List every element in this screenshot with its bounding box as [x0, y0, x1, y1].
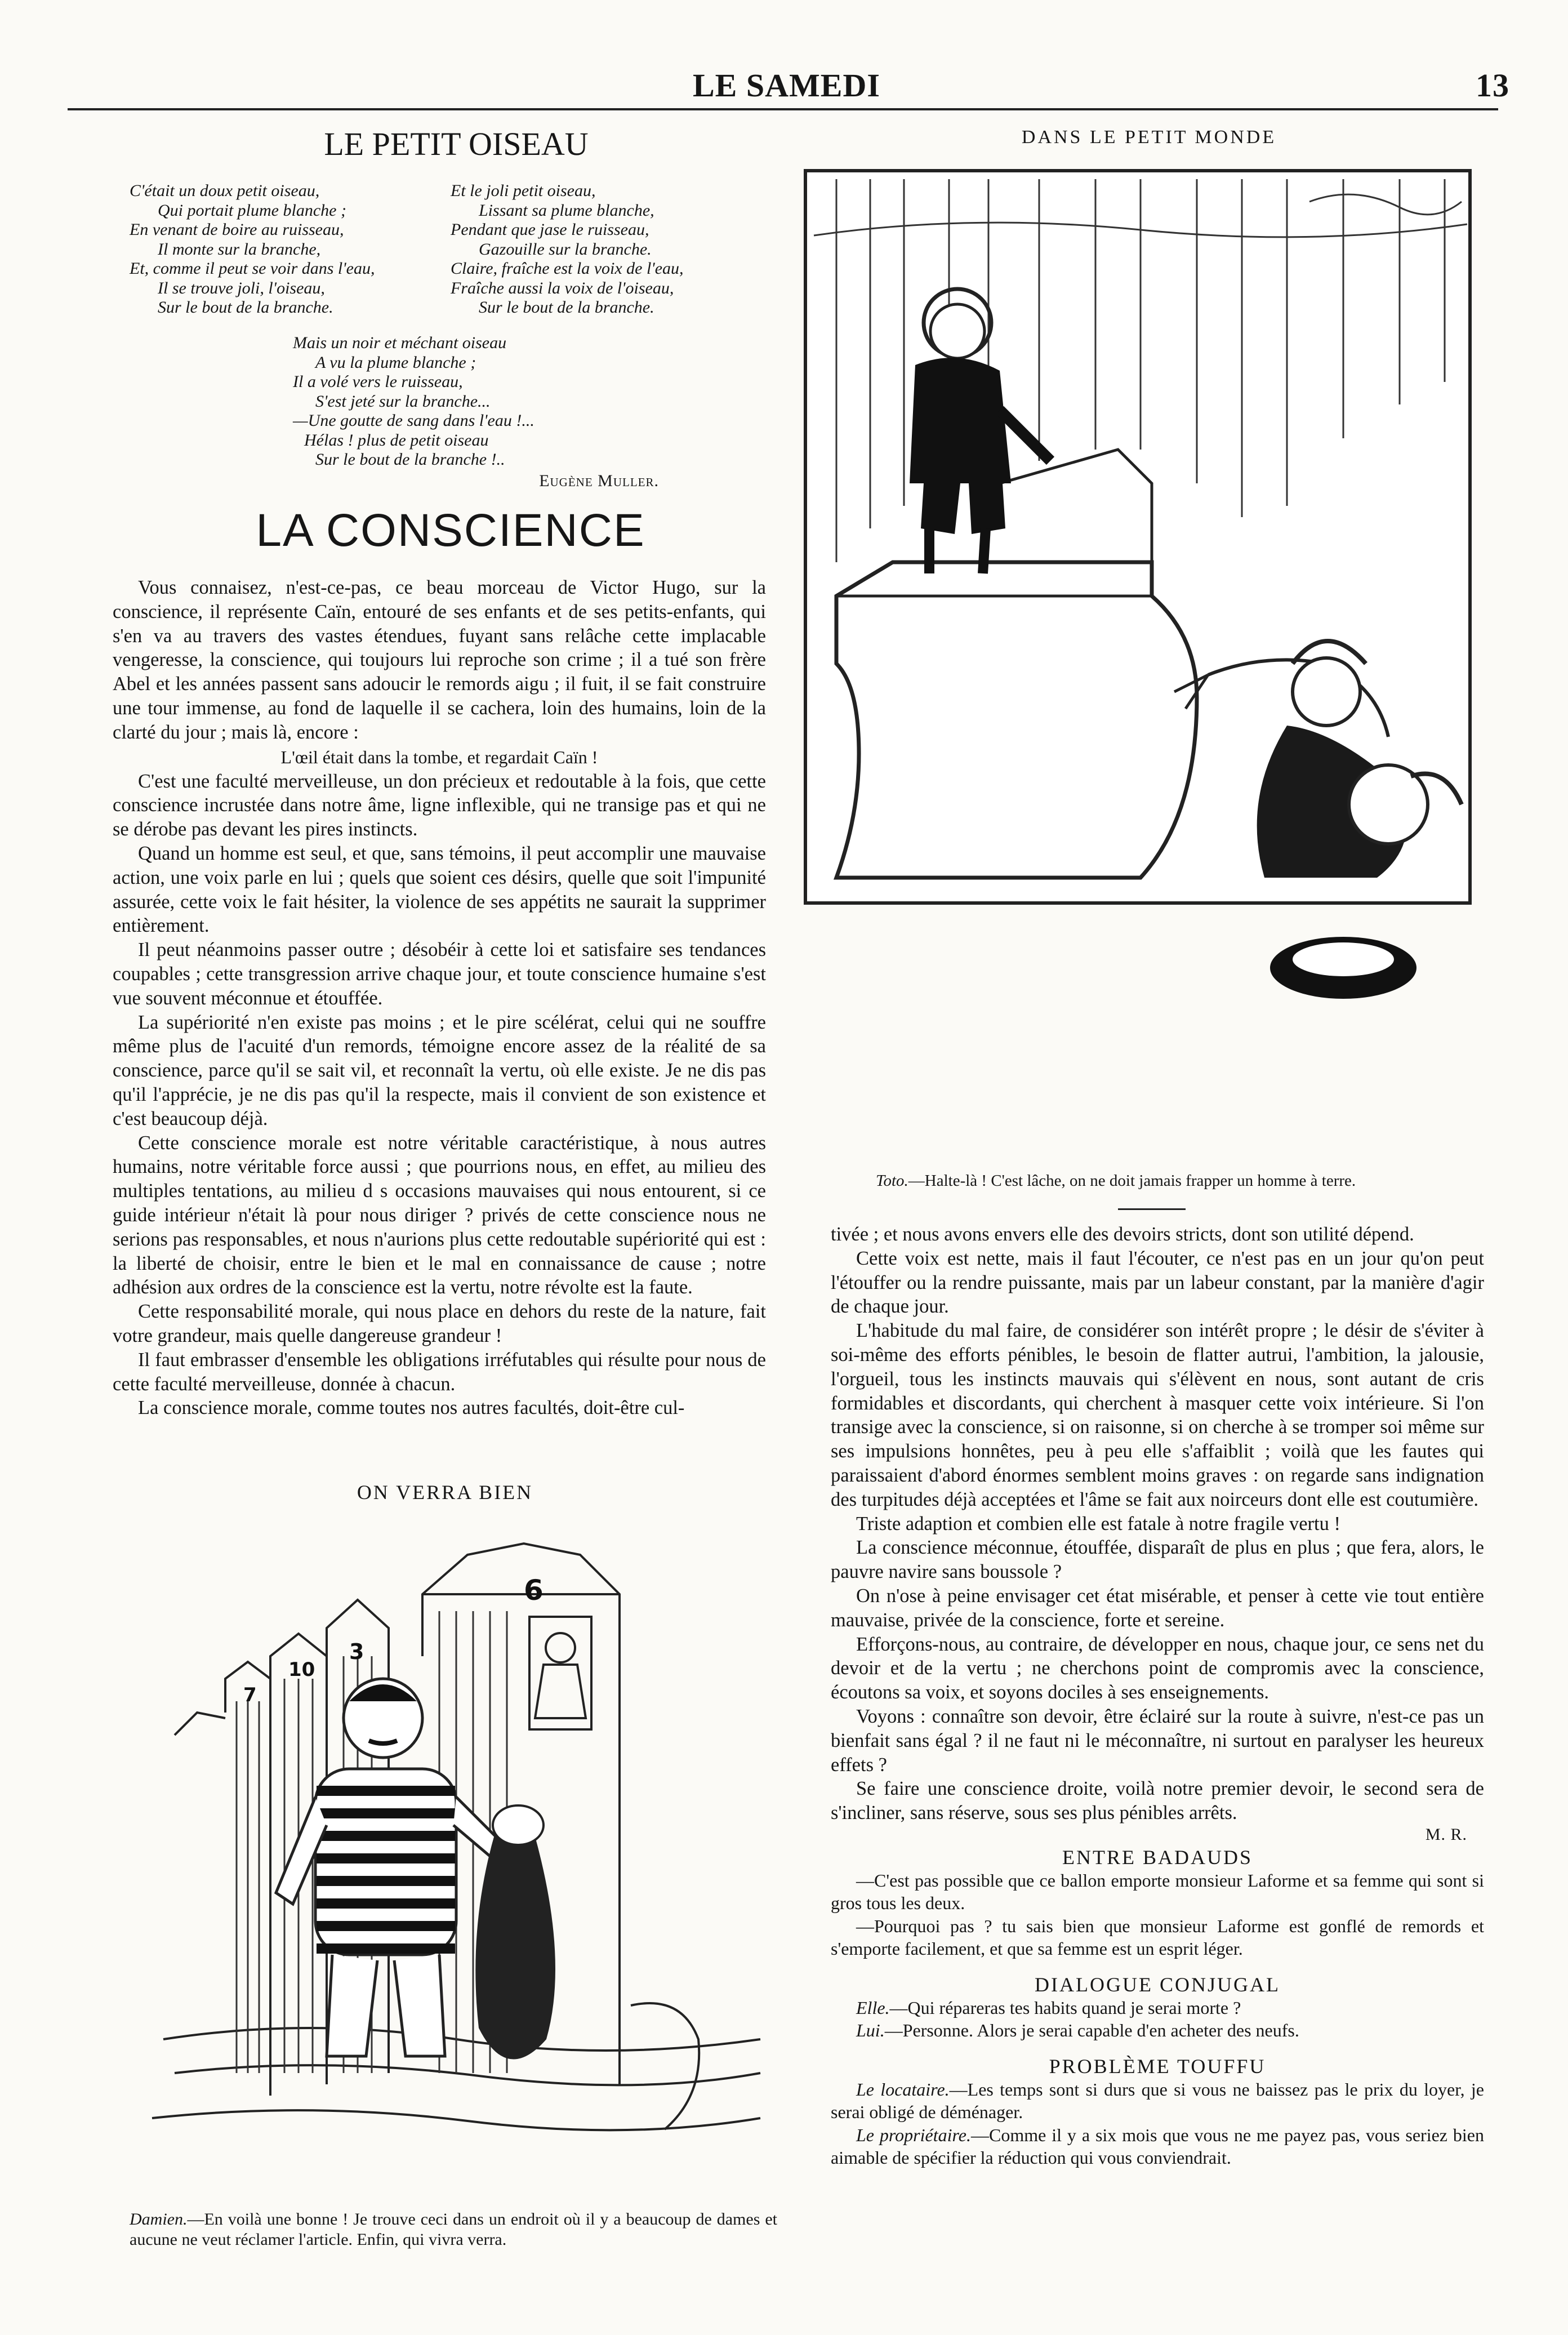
article-paragraph: Cette responsabilité morale, qui nous place en dehors du reste de la nature, fait votre grandeur, mais quelle dangereuse grandeur !: [113, 1301, 766, 1346]
fallen-hat: [1270, 937, 1416, 999]
poem-line: Mais un noir et méchant oiseau: [293, 333, 507, 352]
poem-line: Qui portait plume blanche ;: [158, 201, 346, 220]
poem-line: Lissant sa plume blanche,: [479, 201, 654, 220]
caption-speaker-toto: Toto.: [876, 1172, 908, 1190]
article-signature: M. R.: [1425, 1825, 1467, 1844]
article-paragraph: tivée ; et nous avons envers elle des devoirs stricts, dont son utilité dépend.: [831, 1224, 1414, 1245]
beach-cabins-drawing: [141, 1532, 772, 2163]
cabin-number-10: 10: [288, 1658, 315, 1681]
poem-line: En venant de boire au ruisseau,: [130, 220, 344, 239]
article-paragraph: On n'ose à peine envisager cet état misérable, et penser à cette vie tout entière mauvaise, privée de la conscience, forte et sereine.: [831, 1585, 1484, 1631]
poem-line: S'est jeté sur la branche...: [315, 392, 491, 411]
poem-stanza-2: [451, 181, 684, 318]
article-title: LA CONSCIENCE: [256, 505, 645, 556]
poem-author: Eugène Muller.: [539, 472, 659, 490]
article-paragraph: La supériorité n'en existe pas moins ; et le pire scélérat, celui qui ne souffre même plus de l'acuité d'un remords, témoigne encore assez de la réalité de sa conscience, parce qu'il se sait vil, et reconnaît la vertu, où elle existe. Je ne dis pas qu'il l'apprécie, je ne dis pas qu'il la respecte, mais il convient de son existence et c'est beaucoup déjà.: [113, 1011, 766, 1129]
joke-line: [831, 1915, 1484, 1960]
poem-line: C'était un doux petit oiseau,: [130, 181, 320, 200]
article-paragraph: Cette conscience morale est notre véritable caractéristique, à nous autres humains, notre véritable force aussi ; que pourrions nous, en effet, au milieu des multiples tentations, au milieu d s occasions mauvaises qui nous entourent, si ce guide intérieur n'était là pour nous diriger ? privés de cette conscience nous ne serions pas responsables, et nous n'aurions plus cette redoutable supériorité qui est : la liberté de choisir, entre le bien et le mal en connaissance de cause ; notre adhésion aux ordres de la conscience est la vertu, notre révolte est la faute.: [113, 1132, 766, 1298]
joke-title-dialogue: DIALOGUE CONJUGAL: [1035, 1973, 1280, 1996]
poem-line: Fraîche aussi la voix de l'oiseau,: [451, 278, 674, 297]
section-rule: [1118, 1208, 1186, 1210]
poem-line: Sur le bout de la branche.: [158, 298, 333, 317]
joke-text: —Qui répareras tes habits quand je serai morte ?: [889, 1997, 1241, 2018]
poem-line: Il a volé vers le ruisseau,: [293, 372, 463, 391]
joke-line: [831, 1869, 1484, 1915]
article-paragraph: Voyons : connaître son devoir, être éclairé sur la route à suivre, n'est-ce pas un bienfait sans égal ? il ne faut ni le méconnaître, ni surtout en paralyser les heureux effets ?: [831, 1705, 1484, 1776]
poem-line: A vu la plume blanche ;: [315, 353, 476, 372]
header-rule: [68, 108, 1498, 110]
joke-speaker: Lui.: [856, 2020, 885, 2041]
poem-line: Il se trouve joli, l'oiseau,: [158, 278, 325, 297]
lady-figure: [535, 1633, 586, 1718]
article-paragraph: L'habitude du mal faire, de considérer son intérêt propre ; le désir de s'éviter à soi-même des efforts pénibles, le besoin de flatter autrui, l'ambition, la jalousie, l'orgueil, tous les instincts mauvais qui s'élèvent en nous, sont autant de cris formidables et discordants, qui cherchent à masquer cette voix intérieure. Si l'on transige avec la conscience, si on raisonne, si on cherche à se tromper soi même sur ses impulsions honnêtes, peu à peu elle s'affaiblit ; voilà que les fautes qui paraissaient d'abord énormes semblent moins graves : on regarde sans indignation des turpitudes déjà acceptées et l'âme se fait aux noirceurs dont elle est coutumière.: [831, 1320, 1484, 1510]
cabin-number-6: 6: [524, 1574, 544, 1607]
article-paragraph: Se faire une conscience droite, voilà notre premier devoir, le second sera de s'incliner, sans réserve, sous ses plus pénibles arrêts.: [831, 1778, 1484, 1824]
poem-line: —Une goutte de sang dans l'eau !...: [293, 411, 534, 430]
joke-text: —Les temps sont si durs que si vous ne baissez pas le prix du loyer, je serai obligé de déménager.: [831, 2079, 1484, 2123]
joke-speaker: Elle.: [856, 1997, 890, 2018]
poem-line: Il monte sur la branche,: [158, 239, 321, 259]
article-paragraph: Vous connaisez, n'est-ce-pas, ce beau morceau de Victor Hugo, sur la conscience, il représente Caïn, entouré de ses enfants et de ses petits-enfants, qui s'en va au travers des vastes étendues, fuyant sans relâche cette implacable vengeresse, la conscience, qui toujours lui reproche son crime ; il a tué son frère Abel et les années passent sans adoucir le remords aigu ; il fuit, il se fait construire une tour immense, au fond de laquelle il se cachera, loin des humains, loin de la clarté du jour ; mais là, encore :: [113, 577, 766, 743]
cartoon-bottom-title: ON VERRA BIEN: [357, 1481, 533, 1504]
joke-text: —Comme il y a six mois que vous ne me payez pas, vous seriez bien aimable de spécifier la réduction qui vous conviendrait.: [831, 2124, 1485, 2168]
caption-text: —En voilà une bonne ! Je trouve ceci dans un endroit où il y a beaucoup de dames et aucune ne veut réclamer l'article. Enfin, qui vivra verra.: [130, 2210, 777, 2249]
poem-line: Pendant que jase le ruisseau,: [451, 220, 649, 239]
article-paragraph: Il faut embrasser d'ensemble les obligations irréfutables qui résulte pour nous de cette faculté merveilleuse, donnée à chacun.: [113, 1349, 766, 1395]
joke-text: —Pourquoi pas ? tu sais bien que monsieur Laforme est gonflé de remords et s'emporte facilement, et que sa femme est un esprit léger.: [831, 1915, 1484, 1959]
joke-title-badauds: ENTRE BADAUDS: [1062, 1845, 1253, 1869]
joke-speaker: Le propriétaire.: [856, 2124, 971, 2145]
caption-speaker-damien: Damien.: [130, 2210, 188, 2229]
poem-line: Sur le bout de la branche.: [479, 298, 654, 317]
joke-line: [831, 1996, 1484, 2020]
article-column-right: [831, 1222, 1484, 2169]
poem-line: Hélas ! plus de petit oiseau: [304, 430, 489, 450]
poem-stanza-3: [293, 333, 534, 470]
joke-line: [831, 2124, 1484, 2169]
article-paragraph: Triste adaption et combien elle est fatale à notre fragile vertu !: [856, 1513, 1340, 1535]
joke-title-probleme: PROBLÈME TOUFFU: [1049, 2054, 1266, 2078]
joke-line: [831, 2078, 1484, 2124]
poem-line: Claire, fraîche est la voix de l'eau,: [451, 259, 684, 278]
joke-text: —Personne. Alors je serai capable d'en acheter des neufs.: [884, 2020, 1299, 2041]
cartoon-top-caption: [876, 1171, 1495, 1191]
poem-line: Sur le bout de la branche !..: [315, 450, 505, 469]
article-quote: L'œil était dans la tombe, et regardait Caïn !: [280, 746, 598, 767]
playground-fight-drawing: [803, 168, 1484, 1092]
article-paragraph: Il peut néanmoins passer outre ; désobéir à cette loi et satisfaire ses tendances coupables ; cette transgression arrive chaque jour, et toute conscience humaine s'est vue souvent méconnue et étouffée.: [113, 939, 766, 1009]
article-paragraph: Efforçons-nous, au contraire, de développer en nous, chaque jour, ce sens net du devoir et de la vertu ; ne cherchons point de compromis avec la conscience, écoutons sa voix, et soyons dociles à ses enseignements.: [831, 1633, 1484, 1704]
joke-line: [831, 2019, 1484, 2042]
cabin-number-7: 7: [243, 1684, 257, 1706]
cartoon-bottom-caption: [130, 2209, 777, 2250]
joke-speaker: Le locataire.: [856, 2079, 950, 2100]
poem-line: Gazouille sur la branche.: [479, 239, 652, 259]
cartoon-playground-fight: [803, 168, 1484, 1092]
article-paragraph: La conscience morale, comme toutes nos autres facultés, doit-être cul-: [138, 1397, 685, 1419]
poem-line: Et, comme il peut se voir dans l'eau,: [130, 259, 375, 278]
cartoon-beach-cabins: [141, 1532, 772, 2163]
running-title: LE SAMEDI: [693, 67, 880, 104]
stone-block: [836, 562, 1197, 878]
article-paragraph: La conscience méconnue, étouffée, disparaît de plus en plus ; que fera, alors, le pauvre navire sans boussole ?: [831, 1537, 1484, 1583]
article-column-left: [113, 576, 766, 1420]
joke-text: —C'est pas possible que ce ballon emporte monsieur Laforme et sa femme qui sont si gros tous les deux.: [831, 1870, 1484, 1914]
page-number: 13: [1476, 67, 1509, 104]
article-paragraph: C'est une faculté merveilleuse, un don précieux et redoutable à la fois, que cette conscience incrustée dans notre âme, ligne inflexible, qui ne transige pas et qui ne se dérobe pas devant les pires instincts.: [113, 770, 766, 840]
poem-line: Et le joli petit oiseau,: [451, 181, 596, 200]
caption-text: —Halte-là ! C'est lâche, on ne doit jamais frapper un homme à terre.: [908, 1172, 1356, 1190]
poem-title: LE PETIT OISEAU: [324, 126, 589, 162]
article-paragraph: Cette voix est nette, mais il faut l'écouter, ce n'est pas en un jour qu'on peut l'étouffer ou la rendre puissante, mais par un labeur constant, par la manière d'agir de chaque jour.: [831, 1247, 1484, 1318]
cabin-number-3: 3: [349, 1639, 364, 1664]
cartoon-top-title: DANS LE PETIT MONDE: [1021, 127, 1277, 148]
poem-stanza-1: [130, 181, 375, 318]
article-paragraph: Quand un homme est seul, et que, sans témoins, il peut accomplir une mauvaise action, une voix parle en lui ; quels que soient ces désirs, quelle que soit l'impunité assurée, cette voix le fait hésiter, la violence de ses appétits ne saurait la supprimer entièrement.: [113, 842, 766, 937]
